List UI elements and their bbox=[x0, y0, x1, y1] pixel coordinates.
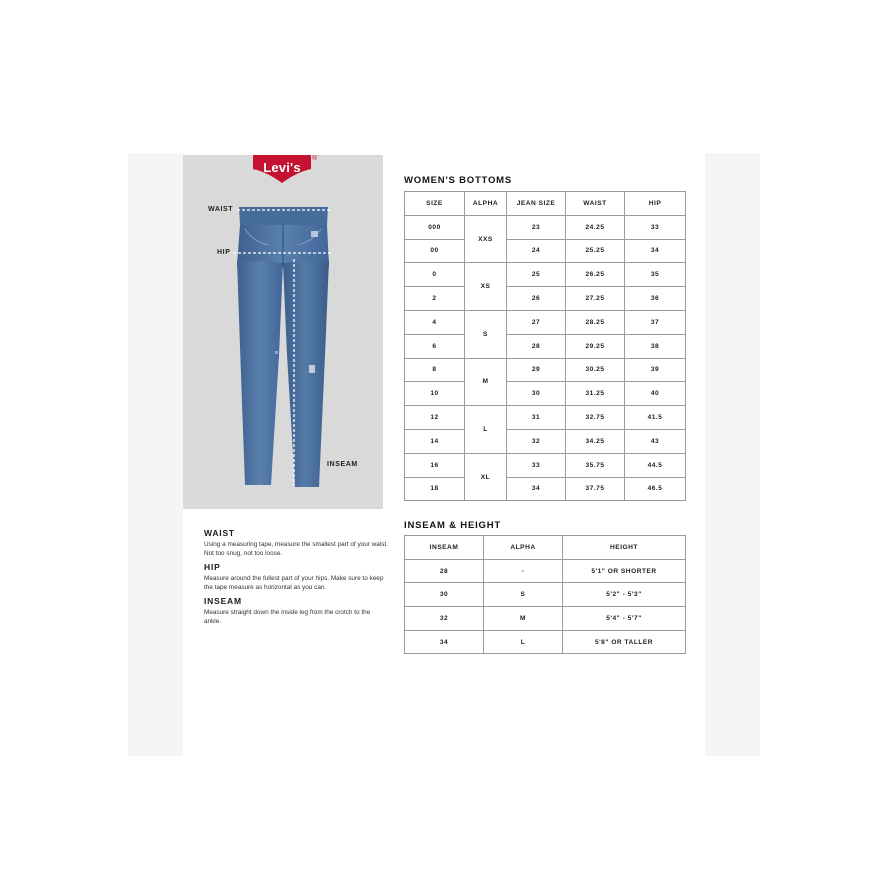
cell-jean-size: 23 bbox=[507, 215, 566, 239]
header-waist: WAIST bbox=[566, 192, 625, 216]
table-row bbox=[405, 382, 686, 406]
cell-size: 2 bbox=[405, 287, 465, 311]
womens-bottoms-table bbox=[404, 191, 686, 501]
cell-height: 5'1" OR SHORTER bbox=[563, 559, 686, 583]
cell-hip: 38 bbox=[625, 334, 686, 358]
cell-size: 14 bbox=[405, 429, 465, 453]
header-alpha: ALPHA bbox=[484, 536, 563, 560]
cell-waist: 28.25 bbox=[566, 310, 625, 334]
cell-alpha: - bbox=[484, 559, 563, 583]
cell-waist: 26.25 bbox=[566, 263, 625, 287]
table-row bbox=[405, 239, 686, 263]
cell-waist: 27.25 bbox=[566, 287, 625, 311]
guide-inseam-text: Measure straight down the inside leg from the crotch to the ankle. bbox=[204, 609, 371, 625]
cell-hip: 39 bbox=[625, 358, 686, 382]
cell-size: 00 bbox=[405, 239, 465, 263]
jeans-photo-panel bbox=[183, 155, 383, 509]
cell-waist: 37.75 bbox=[566, 477, 625, 501]
inseam-label: INSEAM bbox=[327, 461, 358, 468]
table-row bbox=[405, 310, 686, 334]
header-jean-size: JEAN SIZE bbox=[507, 192, 566, 216]
cell-jean-size: 31 bbox=[507, 406, 566, 430]
cell-waist: 31.25 bbox=[566, 382, 625, 406]
right-leg bbox=[283, 260, 329, 487]
cell-inseam: 30 bbox=[405, 583, 484, 607]
cell-hip: 34 bbox=[625, 239, 686, 263]
left-margin-strip bbox=[128, 153, 183, 756]
cell-size: 4 bbox=[405, 310, 465, 334]
cell-waist: 25.25 bbox=[566, 239, 625, 263]
cell-waist: 34.25 bbox=[566, 429, 625, 453]
cell-inseam: 28 bbox=[405, 559, 484, 583]
table-row bbox=[405, 429, 686, 453]
cell-jean-size: 26 bbox=[507, 287, 566, 311]
table-row bbox=[405, 334, 686, 358]
cell-size: 18 bbox=[405, 477, 465, 501]
cell-inseam: 32 bbox=[405, 607, 484, 631]
inseam-title: INSEAM & HEIGHT bbox=[404, 520, 501, 531]
header-hip: HIP bbox=[625, 192, 686, 216]
guide-inseam bbox=[204, 596, 389, 626]
table-row bbox=[405, 559, 686, 583]
waist-label: WAIST bbox=[208, 206, 234, 213]
cell-height: 5'8" OR TALLER bbox=[563, 630, 686, 654]
header-alpha: ALPHA bbox=[465, 192, 507, 216]
guide-waist bbox=[204, 528, 389, 558]
cell-size: 8 bbox=[405, 358, 465, 382]
cell-size: 16 bbox=[405, 453, 465, 477]
cell-jean-size: 32 bbox=[507, 429, 566, 453]
table-row bbox=[405, 358, 686, 382]
cell-hip: 33 bbox=[625, 215, 686, 239]
cell-jean-size: 28 bbox=[507, 334, 566, 358]
cell-jean-size: 29 bbox=[507, 358, 566, 382]
table-row bbox=[405, 263, 686, 287]
cell-jean-size: 25 bbox=[507, 263, 566, 287]
right-margin-strip bbox=[705, 153, 760, 756]
inseam-height-table bbox=[404, 535, 686, 654]
cell-alpha: XL bbox=[465, 453, 507, 501]
registered-mark: ® bbox=[312, 155, 318, 162]
cell-hip: 40 bbox=[625, 382, 686, 406]
table-row bbox=[405, 215, 686, 239]
cell-size: 0 bbox=[405, 263, 465, 287]
guide-waist-text: Using a measuring tape, measure the smallest part of your waist. Not too snug, not too loose. bbox=[204, 541, 388, 557]
cell-alpha: S bbox=[484, 583, 563, 607]
cell-size: 000 bbox=[405, 215, 465, 239]
cell-alpha: L bbox=[484, 630, 563, 654]
table-row bbox=[405, 406, 686, 430]
left-leg bbox=[237, 260, 283, 485]
cell-hip: 35 bbox=[625, 263, 686, 287]
cell-hip: 46.5 bbox=[625, 477, 686, 501]
cell-waist: 29.25 bbox=[566, 334, 625, 358]
table-row bbox=[405, 583, 686, 607]
cell-size: 6 bbox=[405, 334, 465, 358]
table-row bbox=[405, 287, 686, 311]
cell-hip: 43 bbox=[625, 429, 686, 453]
cell-hip: 41.5 bbox=[625, 406, 686, 430]
header-inseam: INSEAM bbox=[405, 536, 484, 560]
cell-alpha: XS bbox=[465, 263, 507, 311]
cell-height: 5'4" - 5'7" bbox=[563, 607, 686, 631]
table-header-row bbox=[405, 536, 686, 560]
cell-size: 10 bbox=[405, 382, 465, 406]
bottoms-title: WOMEN'S BOTTOMS bbox=[404, 175, 513, 186]
measuring-guide bbox=[204, 528, 389, 630]
cell-jean-size: 27 bbox=[507, 310, 566, 334]
table-row bbox=[405, 477, 686, 501]
header-height: HEIGHT bbox=[563, 536, 686, 560]
cell-height: 5'2" - 5'3" bbox=[563, 583, 686, 607]
cell-hip: 44.5 bbox=[625, 453, 686, 477]
guide-waist-title: WAIST bbox=[204, 528, 235, 538]
cell-alpha: M bbox=[465, 358, 507, 406]
cell-hip: 37 bbox=[625, 310, 686, 334]
table-row bbox=[405, 607, 686, 631]
table-row bbox=[405, 630, 686, 654]
cell-waist: 24.25 bbox=[566, 215, 625, 239]
cell-alpha: S bbox=[465, 310, 507, 358]
guide-inseam-title: INSEAM bbox=[204, 596, 242, 606]
cell-hip: 36 bbox=[625, 287, 686, 311]
guide-hip bbox=[204, 562, 389, 592]
guide-hip-title: HIP bbox=[204, 562, 221, 572]
guide-hip-text: Measure around the fullest part of your hips. Make sure to keep the tape measure as horizontal as you can. bbox=[204, 575, 384, 591]
cell-waist: 32.75 bbox=[566, 406, 625, 430]
cell-waist: 35.75 bbox=[566, 453, 625, 477]
cell-waist: 30.25 bbox=[566, 358, 625, 382]
cell-jean-size: 33 bbox=[507, 453, 566, 477]
header-size: SIZE bbox=[405, 192, 465, 216]
table-row bbox=[405, 453, 686, 477]
cell-jean-size: 34 bbox=[507, 477, 566, 501]
cell-alpha: M bbox=[484, 607, 563, 631]
cell-alpha: XXS bbox=[465, 215, 507, 263]
cell-jean-size: 24 bbox=[507, 239, 566, 263]
cell-inseam: 34 bbox=[405, 630, 484, 654]
cell-jean-size: 30 bbox=[507, 382, 566, 406]
cell-alpha: L bbox=[465, 406, 507, 454]
table-header-row bbox=[405, 192, 686, 216]
hip-label: HIP bbox=[217, 249, 231, 256]
cell-size: 12 bbox=[405, 406, 465, 430]
logo-text: Levi's bbox=[263, 160, 301, 175]
